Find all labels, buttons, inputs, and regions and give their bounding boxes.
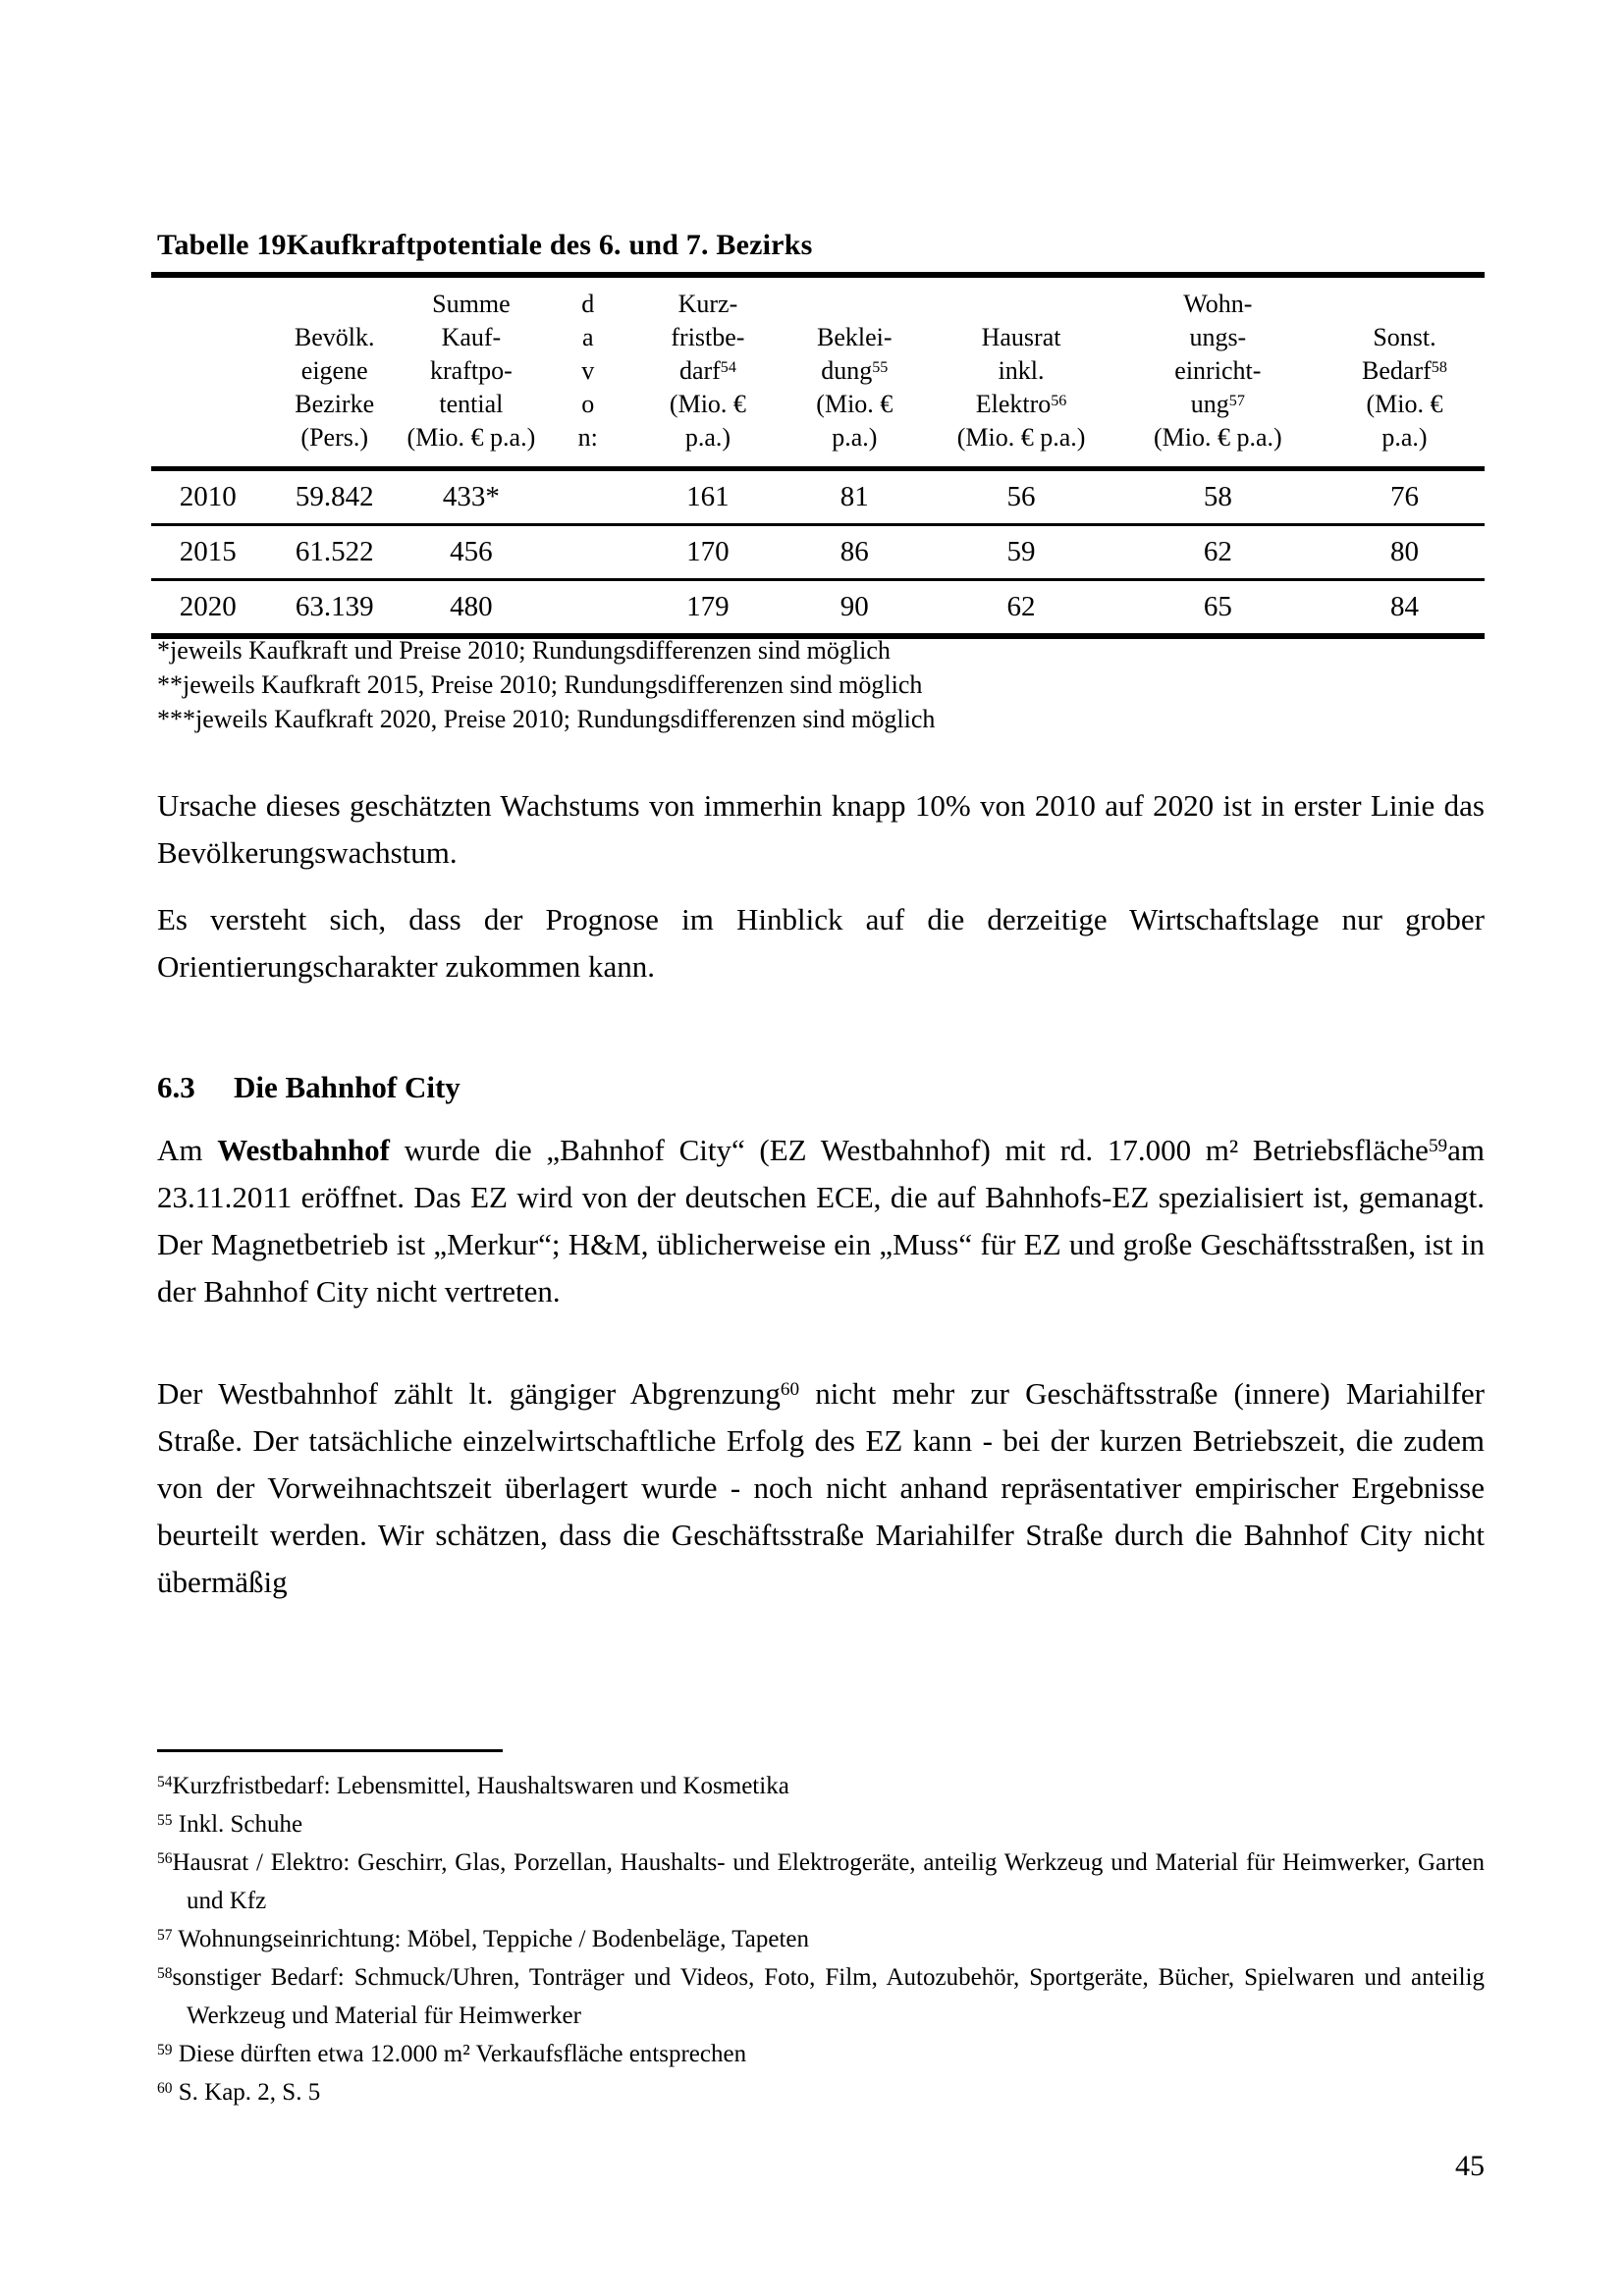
paragraph-wachstum: Ursache dieses geschätzten Wachstums von immerhin knapp 10% von 2010 auf 2020 ist in erster Linie das Bevölkerungswachstum. bbox=[157, 788, 1485, 870]
column-header-line: Bezirke bbox=[295, 390, 375, 418]
footnote-separator bbox=[157, 1749, 503, 1752]
column-header-line: ung$^{57}$ bbox=[1190, 390, 1245, 418]
cell-summe-kaufkraftpotential: 480 bbox=[450, 591, 493, 622]
column-header-line: (Mio. € p.a.) bbox=[406, 423, 536, 452]
column-header-line: einricht- bbox=[1174, 356, 1262, 385]
column-header-line: v bbox=[581, 356, 595, 385]
cell-davon bbox=[538, 469, 638, 525]
cell-davon bbox=[538, 580, 638, 637]
cell-sonstiger-bedarf: 84 bbox=[1389, 591, 1419, 622]
footnote-57: $^{57}$ Wohnungseinrichtung: Möbel, Teppiche / Bodenbeläge, Tapeten bbox=[157, 1926, 810, 1952]
column-header-line: (Mio. € p.a.) bbox=[1153, 423, 1282, 452]
cell-jahr: 2010 bbox=[151, 469, 264, 525]
column-header-line: p.a.) bbox=[832, 423, 878, 452]
column-header-line: Beklei- bbox=[817, 323, 893, 351]
cell-wohnungseinrichtung: 62 bbox=[1111, 525, 1325, 580]
column-header-line: Wohn- bbox=[1183, 290, 1253, 318]
column-header-line: fristbe- bbox=[671, 323, 745, 351]
paragraph-westbahnhof: Am Westbahnhof wurde die „Bahnhof City“ (EZ Westbahnhof) mit rd. 17.000 m² Betriebsfläche$^{59}$am 23.11.2011 eröffnet. Das EZ wird von der deutschen ECE, die auf Bahnhofs-EZ spezialisiert ist, gemanagt. Der Magnetbetrieb ist „Merkur“; H&M, üblicherweise ein „Muss“ für EZ und große Geschäftsstraßen, ist in der Bahnhof City nicht vertreten. bbox=[157, 1133, 1486, 1308]
cell-sonstiger-bedarf: 80 bbox=[1325, 525, 1485, 580]
cell-davon bbox=[538, 525, 638, 580]
cell-hausrat-inkl-elektro: 56 bbox=[931, 469, 1110, 525]
column-header-line: p.a.) bbox=[1381, 423, 1428, 452]
section-heading bbox=[157, 1070, 1485, 1105]
cell-bekleidung: 81 bbox=[778, 469, 931, 525]
table-title-text: Tabelle 19Kaufkraftpotentiale des 6. und 7. Bezirks bbox=[157, 229, 813, 261]
paragraph-prognose: Es versteht sich, dass der Prognose im Hinblick auf die derzeitige Wirtschaftslage nur grober Orientierungscharakter zukommen kann. bbox=[157, 902, 1485, 984]
footnote-number: 57 bbox=[157, 1927, 173, 1945]
cell-summe-kaufkraftpotential: 456 bbox=[405, 525, 538, 580]
table-row bbox=[151, 469, 1485, 525]
cell-sonstiger-bedarf: 76 bbox=[1325, 469, 1485, 525]
table-row bbox=[151, 580, 1485, 637]
footnote-59: $^{59}$ Diese dürften etwa 12.000 m² Verkaufsfläche entsprechen bbox=[157, 2041, 747, 2067]
footnote-number: 60 bbox=[157, 2080, 173, 2098]
column-header-line: p.a.) bbox=[684, 423, 731, 452]
cell-bevoelkerung-eigene-bezirke: 63.139 bbox=[295, 591, 374, 622]
footnote-number: 59 bbox=[157, 2042, 173, 2059]
kaufkraft-table bbox=[151, 272, 1485, 639]
column-header-line: Bedarf$^{58}$ bbox=[1362, 356, 1447, 385]
table-header bbox=[151, 275, 1485, 469]
column-header-hausrat-inkl-elektro bbox=[931, 275, 1110, 469]
cell-wohnungseinrichtung: 65 bbox=[1203, 591, 1232, 622]
column-header-jahr bbox=[151, 275, 264, 469]
column-header-line: (Mio. € bbox=[669, 390, 746, 418]
column-header-line: ungs- bbox=[1189, 323, 1247, 351]
table-header-row bbox=[151, 275, 1485, 469]
table-footnote: *jeweils Kaufkraft und Preise 2010; Rundungsdifferenzen sind möglich bbox=[157, 636, 891, 665]
column-header-line: a bbox=[581, 323, 594, 351]
section-number: 6.3 bbox=[157, 1070, 195, 1104]
column-header-kurzfristbedarf bbox=[638, 275, 779, 469]
footnote-reference: 56 bbox=[1051, 392, 1067, 409]
footnote-54: $^{54}$Kurzfristbedarf: Lebensmittel, Haushaltswaren und Kosmetika bbox=[157, 1773, 789, 1799]
column-header-wohnungseinrichtung bbox=[1111, 275, 1325, 469]
cell-jahr: 2020 bbox=[179, 591, 237, 622]
column-header-bekleidung bbox=[778, 275, 931, 469]
cell-bekleidung: 90 bbox=[839, 591, 869, 622]
footnote-number: 56 bbox=[157, 1850, 173, 1868]
column-header-line: (Mio. € bbox=[1366, 390, 1443, 418]
column-header-line: dung$^{55}$ bbox=[821, 356, 889, 385]
footnote-56: $^{56}$Hausrat / Elektro: Geschirr, Glas, Porzellan, Haushalts- und Elektrogeräte, anteilig Werkzeug und Material für Heimwerker, Garten und Kfz bbox=[157, 1849, 1485, 1914]
table-row bbox=[151, 525, 1485, 580]
footnote-number: 58 bbox=[157, 1965, 173, 1983]
table-footnote: ***jeweils Kaufkraft 2020, Preise 2010; Rundungsdifferenzen sind möglich bbox=[157, 705, 936, 733]
table-title bbox=[157, 229, 1485, 262]
cell-kurzfristbedarf: 179 bbox=[686, 591, 730, 622]
footnote-58: $^{58}$sonstiger Bedarf: Schmuck/Uhren, Tonträger und Videos, Foto, Film, Autozubehör, Sportgeräte, Bücher, Spielwaren und anteilig Werkzeug und Material für Heimwerker bbox=[157, 1964, 1485, 2029]
column-header-summe-kaufkraftpotential bbox=[405, 275, 538, 469]
footnote-number: 55 bbox=[157, 1812, 173, 1830]
cell-hausrat-inkl-elektro: 59 bbox=[931, 525, 1110, 580]
cell-jahr: 2015 bbox=[151, 525, 264, 580]
footnote-reference: 59 bbox=[1428, 1136, 1448, 1157]
column-header-line: eigene bbox=[300, 356, 368, 385]
column-header-line: tential bbox=[439, 390, 504, 418]
column-header-line: (Mio. € p.a.) bbox=[956, 423, 1086, 452]
page-number: 45 bbox=[1455, 2150, 1485, 2182]
table-footnote: **jeweils Kaufkraft 2015, Preise 2010; Rundungsdifferenzen sind möglich bbox=[157, 670, 923, 699]
column-header-line: Summe bbox=[432, 290, 511, 318]
footnotes bbox=[157, 1767, 1485, 2111]
column-header-line: inkl. bbox=[998, 356, 1045, 385]
table-body bbox=[151, 469, 1485, 637]
cell-bevoelkerung-eigene-bezirke: 61.522 bbox=[264, 525, 405, 580]
column-header-line: (Pers.) bbox=[300, 423, 368, 452]
table-footnotes bbox=[157, 633, 1485, 736]
column-header-line: darf$^{54}$ bbox=[678, 356, 736, 385]
footnote-reference: 57 bbox=[1228, 392, 1245, 409]
footnote-number: 54 bbox=[157, 1774, 173, 1791]
section-title: Die Bahnhof City bbox=[234, 1070, 460, 1104]
cell-bevoelkerung-eigene-bezirke: 59.842 bbox=[264, 469, 405, 525]
cell-kurzfristbedarf: 170 bbox=[638, 525, 779, 580]
column-header-line: Kurz- bbox=[677, 290, 738, 318]
column-header-line: Bevölk. bbox=[294, 323, 375, 351]
column-header-line: Hausrat bbox=[981, 323, 1061, 351]
column-header-line: n: bbox=[577, 423, 598, 452]
bold-text: Westbahnhof bbox=[217, 1133, 390, 1167]
column-header-davon bbox=[538, 275, 638, 469]
column-header-bevoelkerung-eigene-bezirke bbox=[264, 275, 405, 469]
footnote-reference: 58 bbox=[1431, 358, 1447, 376]
paragraph-abgrenzung: Der Westbahnhof zählt lt. gängiger Abgrenzung$^{60}$ nicht mehr zur Geschäftsstraße (innere) Mariahilfer Straße. Der tatsächliche einzelwirtschaftliche Erfolg des EZ kann - bei der kurzen Betriebszeit, die zudem von der Vorweihnachtszeit überlagert wurde - noch nicht anhand repräsentativer empirischer Ergebnisse beurteilt werden. Wir schätzen, dass die Geschäftsstraße Mariahilfer Straße durch die Bahnhof City nicht übermäßig bbox=[157, 1376, 1485, 1599]
column-header-line: kraftpo- bbox=[430, 356, 513, 385]
footnote-reference: 55 bbox=[872, 358, 889, 376]
cell-kurzfristbedarf: 161 bbox=[638, 469, 779, 525]
column-header-line: o bbox=[581, 390, 595, 418]
cell-bekleidung: 86 bbox=[778, 525, 931, 580]
column-header-sonstiger-bedarf bbox=[1325, 275, 1485, 469]
cell-hausrat-inkl-elektro: 62 bbox=[1006, 591, 1036, 622]
column-header-line: Kauf- bbox=[441, 323, 502, 351]
column-header-line: Sonst. bbox=[1373, 323, 1436, 351]
footnote-55: $^{55}$ Inkl. Schuhe bbox=[157, 1811, 303, 1838]
footnote-60: $^{60}$ S. Kap. 2, S. 5 bbox=[157, 2079, 321, 2106]
column-header-line: d bbox=[581, 290, 595, 318]
column-header-line: (Mio. € bbox=[816, 390, 893, 418]
cell-summe-kaufkraftpotential: 433* bbox=[405, 469, 538, 525]
cell-wohnungseinrichtung: 58 bbox=[1111, 469, 1325, 525]
footnote-reference: 54 bbox=[720, 358, 736, 376]
footnote-reference: 60 bbox=[780, 1379, 800, 1401]
column-header-line: Elektro$^{56}$ bbox=[975, 390, 1067, 418]
